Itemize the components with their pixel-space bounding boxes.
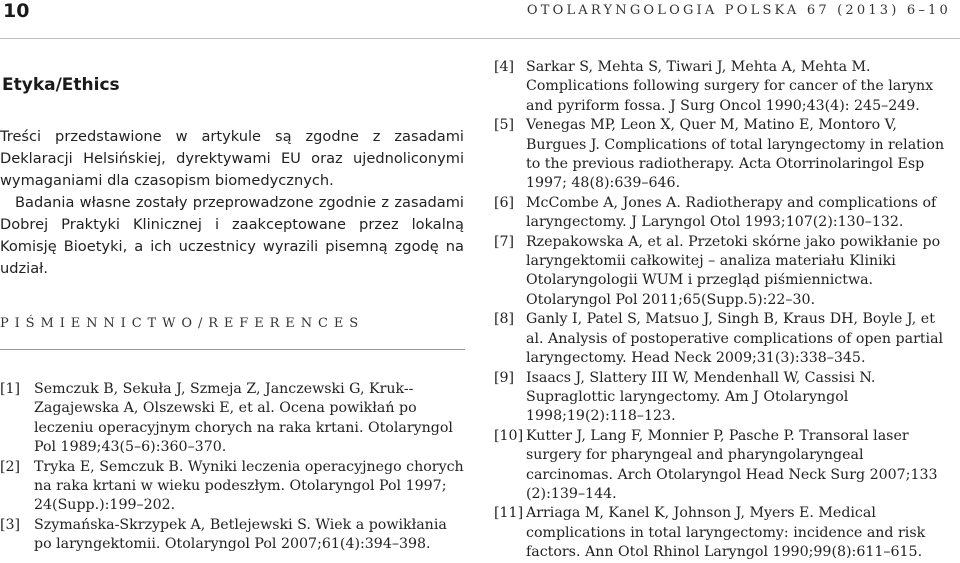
- page-number: 10: [3, 0, 30, 22]
- reference-number: [2]: [0, 458, 21, 475]
- reference-text: Kutter J, Lang F, Monnier P, Pasche P. Transoral laser surgery for pharyngeal and pharyngolaryngeal carcinomas. Arch Otolaryngol Head Neck Surg 2007;133 (2):139–144.: [526, 427, 938, 502]
- reference-text: Isaacs J, Slattery III W, Mendenhall W, Cassisi N. Supraglottic laryngectomy. Am J Otolaryngol 1998;19(2):118–123.: [526, 369, 876, 425]
- reference-item: [496, 233, 952, 311]
- reference-item: [496, 58, 952, 116]
- reference-text: McCombe A, Jones A. Radiotherapy and complications of laryngectomy. J Laryngol Otol 1993;107(2):130–132.: [526, 194, 937, 231]
- ethics-paragraph: Treści przedstawione w artykule są zgodne z zasadami Deklaracji Helsińskiej, dyrektywami EU oraz ujednoliconymi wymaganiami dla czasopism biomedycznych.: [0, 128, 464, 189]
- reference-item: [496, 116, 952, 194]
- reference-text: Tryka E, Semczuk B. Wyniki leczenia operacyjnego chorych na raka krtani w wieku podeszłym. Otolaryngol Pol 1997; 24(Supp.):199–202.: [34, 458, 464, 514]
- journal-running-head: OTOLARYNGOLOGIA POLSKA 67 (2013) 6–10: [526, 3, 951, 18]
- reference-text: Szymańska-Skrzypek A, Betlejewski S. Wiek a powikłania po laryngektomii. Otolaryngol Pol 2007;61(4):394–398.: [34, 516, 447, 553]
- reference-text: Semczuk B, Sekuła J, Szmeja Z, Janczewski G, Kruk--Zagajewska A, Olszewski E, et al. Ocena powikłań po leczeniu operacyjnym chorych na raka krtani. Otolaryngol Pol 1989;43(5–6):360–370.: [34, 381, 453, 456]
- reference-list-left: [0, 380, 465, 555]
- page-header: [0, 0, 960, 40]
- reference-item: [496, 194, 952, 233]
- reference-text: Sarkar S, Mehta S, Tiwari J, Mehta A, Mehta M. Complications following surgery for cancer of the larynx and pyriform fossa. J Surg Oncol 1990;43(4): 245–249.: [526, 59, 934, 114]
- reference-item: [496, 369, 952, 427]
- ethics-paragraph: Badania własne zostały przeprowadzone zgodnie z zasadami Dobrej Praktyki Klinicznej i zaakceptowane przez lokalną Komisję Bioetyki, a ich uczestnicy wyrazili pisemną zgodę na udział.: [0, 194, 464, 277]
- reference-text: Arriaga M, Kanel K, Johnson J, Myers E. Medical complications in total laryngectomy: incidence and risk factors. Ann Otol Rhinol Laryngol 1990;99(8):611–615.: [526, 505, 926, 561]
- reference-item: [0, 516, 465, 555]
- ethics-heading: Etyka/Ethics: [2, 75, 120, 95]
- reference-text: Ganly I, Patel S, Matsuo J, Singh B, Kraus DH, Boyle J, et al. Analysis of postoperative complications of open partial laryngectomy. Head Neck 2009;31(3):338–345.: [526, 311, 944, 367]
- reference-number: [3]: [0, 516, 21, 533]
- reference-item: [496, 504, 952, 562]
- header-divider: [0, 38, 960, 39]
- reference-number: [11]: [494, 505, 524, 522]
- reference-number: [6]: [494, 194, 515, 211]
- references-heading: PIŚMIENNICTWO/REFERENCES: [0, 316, 365, 331]
- reference-item: [0, 458, 465, 516]
- reference-item: [496, 310, 952, 368]
- reference-text: Rzepakowska A, et al. Przetoki skórne jako powikłanie po laryngektomii całkowitej – analiza materiału Kliniki Otolaryngologii WUM i przegląd piśmiennictwa. Otolaryngol Pol 2011;65(Supp.5):22–30.: [526, 233, 941, 308]
- reference-number: [1]: [0, 381, 21, 397]
- reference-number: [8]: [494, 311, 515, 328]
- reference-list-right: [496, 58, 952, 563]
- reference-item: [0, 380, 465, 458]
- reference-text: Venegas MP, Leon X, Quer M, Matino E, Montoro V, Burgues J. Complications of total laryngectomy in relation to the previous radiotherapy. Acta Otorrinolaringol Esp 1997; 48(8):639–646.: [526, 117, 945, 192]
- ethics-text: [0, 126, 464, 280]
- reference-number: [9]: [494, 369, 515, 386]
- reference-number: [10]: [494, 427, 524, 444]
- references-divider: [0, 349, 465, 350]
- reference-item: [496, 427, 952, 505]
- reference-number: [7]: [494, 233, 515, 250]
- reference-number: [5]: [494, 117, 515, 134]
- reference-number: [4]: [494, 59, 515, 75]
